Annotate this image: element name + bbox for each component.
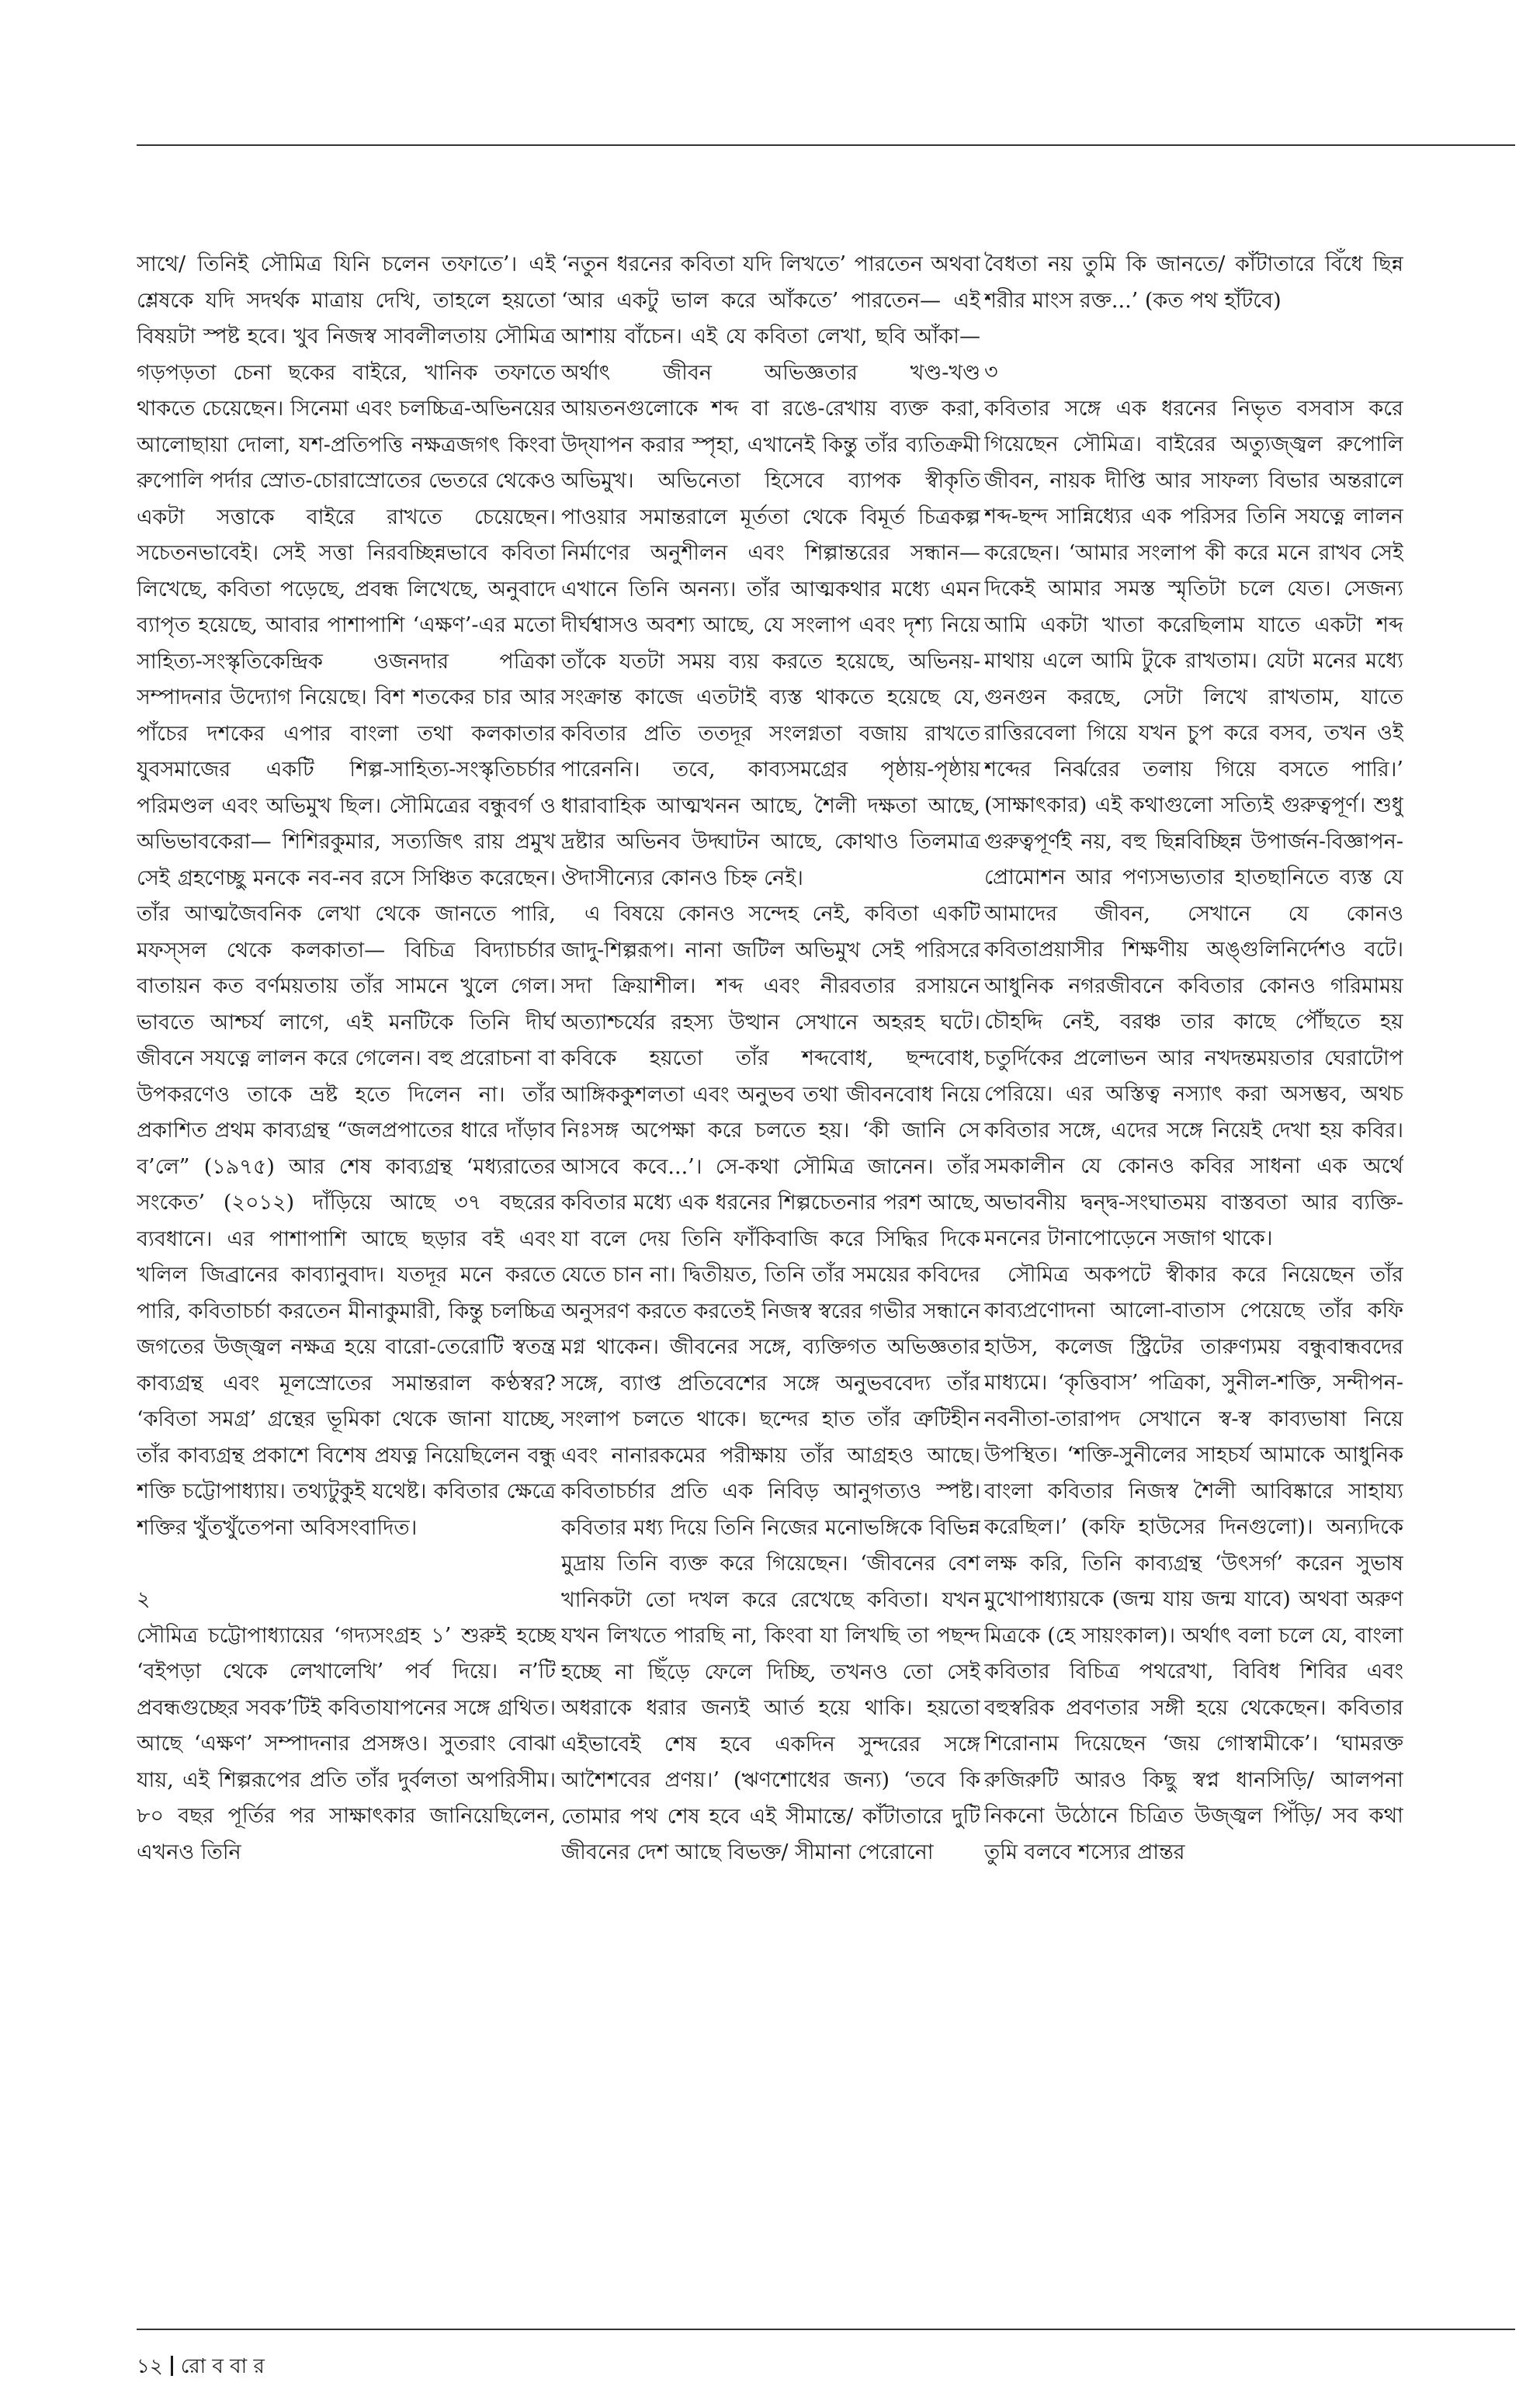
text-column-2	[561, 247, 980, 2265]
paragraph: বৈধতা নয় তুমি কি জানতে/ কাঁটাতারে বিঁধে ছিন্ন শরীর মাংস রক্ত...’ (কত পথ হাঁটবে)	[984, 252, 1403, 313]
footer-divider	[171, 2356, 173, 2376]
top-rule	[137, 144, 1515, 146]
paragraph: ‘নতুন ধরনের কবিতা যদি লিখতে’ পারতেন অথবা ‘আর একটু ভাল করে আঁকতে’ পারতেন— এই আশায় বাঁচেন। এই যে কবিতা লেখা, ছবি আঁকা— অর্থাৎ জীবন অভিজ্ঞতার খণ্ড-খণ্ড আয়তনগুলোকে শব্দ বা রঙে-রেখায় ব্যক্ত করা, উদ্‌যাপন করার স্পৃহা, এখানেই কিন্তু তাঁর ব্যতিক্রমী অভিমুখ। অভিনেতা হিসেবে ব্যাপক স্বীকৃতি পাওয়ার সমান্তরালে মূর্ততা থেকে বিমূর্ত চিত্রকল্প নির্মাণের অনুশীলন এবং শিল্পান্তরের সন্ধান— এখানে তিনি অনন্য। তাঁর আত্মকথার মধ্যে এমন দীর্ঘশ্বাসও অবশ্য আছে, যে সংলাপ এবং দৃশ্য নিয়ে তাঁকে যতটা সময় ব্যয় করতে হয়েছে, অভিনয়-সংক্রান্ত কাজে এতটাই ব্যস্ত থাকতে হয়েছে যে, কবিতার প্রতি ততদূর সংলগ্নতা বজায় রাখতে পারেননি। তবে, কাব্যসমগ্রের পৃষ্ঠায়-পৃষ্ঠায় ধারাবাহিক আত্মখনন আছে, শৈলী দক্ষতা আছে, দ্রষ্টার অভিনব উদ্ঘাটন আছে, কোথাও তিলমাত্র ঔদাসীন্যের কোনও চিহ্ন নেই।	[561, 252, 980, 890]
paragraph: সৌমিত্র অকপটে স্বীকার করে নিয়েছেন তাঁর কাব্যপ্রণোদনা আলো-বাতাস পেয়েছে তাঁর কফি হাউস, কলেজ স্ট্রিটের তারুণ্যময় বন্ধুবান্ধবদের মাধ্যমে। ‘কৃত্তিবাস’ পত্রিকা, সুনীল-শক্তি, সন্দীপন-নবনীতা-তারাপদ সেখানে স্ব-স্ব কাব্যভাষা নিয়ে উপস্থিত। ‘শক্তি-সুনীলের সাহচর্য আমাকে আধুনিক বাংলা কবিতার নিজস্ব শৈলী আবিষ্কারে সাহায্য করেছিল।’ (কফি হাউসের দিনগুলো)। অন্যদিকে লক্ষ করি, তিনি কাব্যগ্রন্থ ‘উৎসর্গ’ করেন সুভাষ মুখোপাধ্যায়কে (জন্ম যায় জন্ম যাবে) অথবা অরুণ মিত্রকে (হে সায়ংকাল)। অর্থাৎ বলা চলে যে, বাংলা কবিতার বিচিত্র পথরেখা, বিবিধ শিবির এবং বহুস্বরিক প্রবণতার সঙ্গী হয়ে থেকেছেন। কবিতার শিরোনাম দিয়েছেন ‘জয় গোস্বামীকে’। ‘ঘামরক্ত রুজিরুটি আরও কিছু স্বপ্ন ধানসিড়ি/ আলপনা নিকনো উঠোনে চিত্রিত উজ্জ্বল পিঁড়ি/ সব কথা তুমি বলবে শস্যের প্রান্তর	[984, 1262, 1403, 1864]
section-number: ৩	[984, 360, 998, 384]
paragraph: কবিতার সঙ্গে এক ধরনের নিভৃত বসবাস করে গিয়েছেন সৌমিত্র। বাইরের অত্যুজ্জ্বল রুপোলি জীবন, নায়ক দীপ্তি আর সাফল্য বিভার অন্তরালে শব্দ-ছন্দ সান্নিধ্যের এক পরিসর তিনি সযত্নে লালন করেছেন। ‘আমার সংলাপ কী করে মনে রাখব সেই দিকেই আমার সমস্ত স্মৃতিটা চলে যেত। সেজন্য আমি একটা খাতা করেছিলাম যাতে একটা শব্দ মাথায় এলে আমি টুকে রাখতাম। যেটা মনের মধ্যে গুনগুন করছে, সেটা লিখে রাখতাম, যাতে রাত্তিরবেলা গিয়ে যখন চুপ করে বসব, তখন ওই শব্দের নির্ঝরের তলায় গিয়ে বসতে পারি।’ (সাক্ষাৎকার) এই কথাগুলো সত্যিই গুরুত্বপূর্ণ। শুধু গুরুত্বপূর্ণই নয়, বহু ছিন্নবিচ্ছিন্ন উপার্জন-বিজ্ঞাপন-প্রোমোশন আর পণ্যসভ্যতার হাতছানিতে ব্যস্ত যে আমাদের জীবন, সেখানে যে কোনও কবিতাপ্রয়াসীর শিক্ষণীয় অঙ্গুলিনির্দেশও বটে। আধুনিক নগরজীবনে কবিতার কোনও গরিমাময় চৌহদ্দি নেই, বরঞ্চ তার কাছে পৌঁছতে হয় চতুর্দিকের প্রলোভন আর নখদন্তময়তার ঘেরাটোপ পেরিয়ে। এর অস্তিত্ব নস্যাৎ করা অসম্ভব, অথচ কবিতার সঙ্গে, এদের সঙ্গে নিয়েই দেখা হয় কবির। সমকালীন যে কোনও কবির সাধনা এক অর্থে অভাবনীয় দ্বন্দ্ব-সংঘাতময় বাস্তবতা আর ব্যক্তি-মননের টানাপোড়েনে সজাগ থাকে।	[984, 396, 1403, 1250]
paragraph: সৌমিত্র চট্টোপাধ্যায়ের ‘গদ্যসংগ্রহ ১’ শুরুই হচ্ছে ‘বইপড়া থেকে লেখালেখি’ পর্ব দিয়ে। ন’টি প্রবন্ধগুচ্ছের সবক’টিই কবিতাযাপনের সঙ্গে গ্রথিত। আছে ‘এক্ষণ’ সম্পাদনার প্রসঙ্গও। সুতরাং বোঝা যায়, এই শিল্পরূপের প্রতি তাঁর দুর্বলতা অপরিসীম। ৮০ বছর পূর্তির পর সাক্ষাৎকার জানিয়েছিলেন, এখনও তিনি	[137, 1623, 556, 1864]
section-number: ২	[137, 1587, 151, 1611]
page-number: ১২	[137, 2355, 163, 2378]
text-column-1	[137, 247, 556, 2265]
text-column-3	[984, 247, 1403, 2265]
magazine-name: রো ব বা র	[180, 2355, 265, 2378]
bottom-rule	[137, 2329, 1515, 2330]
paragraph: সাথে/ তিনিই সৌমিত্র যিনি চলেন তফাতে’। এই শ্লেষকে যদি সদর্থক মাত্রায় দেখি, তাহলে হয়তো বিষয়টা স্পষ্ট হবে। খুব নিজস্ব সাবলীলতায় সৌমিত্র গড়পড়তা চেনা ছকের বাইরে, খানিক তফাতে থাকতে চেয়েছেন। সিনেমা এবং চলচ্চিত্র-অভিনয়ের আলোছায়া দোলা, যশ-প্রতিপত্তি নক্ষত্রজগৎ কিংবা রুপোলি পর্দার স্রোত-চোরাস্রোতের ভেতরে থেকেও একটা সত্তাকে বাইরে রাখতে চেয়েছেন। সচেতনভাবেই। সেই সত্তা নিরবচ্ছিন্নভাবে কবিতা লিখেছে, কবিতা পড়েছে, প্রবন্ধ লিখেছে, অনুবাদে ব্যাপৃত হয়েছে, আবার পাশাপাশি ‘এক্ষণ’-এর মতো সাহিত্য-সংস্কৃতিকেন্দ্রিক ওজনদার পত্রিকা সম্পাদনার উদ্যোগ নিয়েছে। বিশ শতকের চার আর পাঁচের দশকের এপার বাংলা তথা কলকাতার যুবসমাজের একটি শিল্প-সাহিত্য-সংস্কৃতিচর্চার পরিমণ্ডল এবং অভিমুখ ছিল। সৌমিত্রের বন্ধুবর্গ ও অভিভাবকেরা— শিশিরকুমার, সত্যজিৎ রায় প্রমুখ সেই গ্রহণেচ্ছু মনকে নব-নব রসে সিঞ্চিত করেছেন। তাঁর আত্মজৈবনিক লেখা থেকে জানতে পারি, মফস্সল থেকে কলকাতা— বিচিত্র বিদ্যাচর্চার বাতায়ন কত বর্ণময়তায় তাঁর সামনে খুলে গেল। ভাবতে আশ্চর্য লাগে, এই মনটিকে তিনি দীর্ঘ জীবনে সযত্নে লালন করে গেলেন। বহু প্ররোচনা বা উপকরণেও তাকে ভ্রষ্ট হতে দিলেন না। তাঁর প্রকাশিত প্রথম কাব্যগ্রন্থ “জলপ্রপাতের ধারে দাঁড়াব ব’লে” (১৯৭৫) আর শেষ কাব্যগ্রন্থ ‘মধ্যরাতের সংকেত’ (২০১২) দাঁড়িয়ে আছে ৩৭ বছরের ব্যবধানে। এর পাশাপাশি আছে ছড়ার বই এবং খলিল জিব্রানের কাব্যানুবাদ। যতদূর মনে করতে পারি, কবিতাচর্চা করতেন মীনাকুমারী, কিন্তু চলচ্চিত্র জগতের উজ্জ্বল নক্ষত্র হয়ে বারো-তেরোটি স্বতন্ত্র কাব্যগ্রন্থ এবং মূলস্রোতের সমান্তরাল কণ্ঠস্বর? ‘কবিতা সমগ্র’ গ্রন্থের ভূমিকা থেকে জানা যাচ্ছে, তাঁর কাব্যগ্রন্থ প্রকাশে বিশেষ প্রযত্ন নিয়েছিলেন বন্ধু শক্তি চট্টোপাধ্যায়। তথ্যটুকুই যথেষ্ট। কবিতার ক্ষেত্রে শক্তির খুঁতখুঁতেপনা অবিসংবাদিত।	[137, 252, 556, 1540]
paragraph: এ বিষয়ে কোনও সন্দেহ নেই, কবিতা একটি জাদু-শিল্পরূপ। নানা জটিল অভিমুখ সেই পরিসরে সদা ক্রিয়াশীল। শব্দ এবং নীরবতার রসায়নে অত্যাশ্চর্যের রহস্য উত্থান সেখানে অহরহ ঘটে। কবিকে হয়তো তাঁর শব্দবোধ, ছন্দবোধ, আঙ্গিককুশলতা এবং অনুভব তথা জীবনবোধ নিয়ে নিঃসঙ্গ অপেক্ষা করে চলতে হয়। ‘কী জানি সে আসবে কবে...’। সে-কথা সৌমিত্র জানেন। তাঁর কবিতার মধ্যে এক ধরনের শিল্পচেতনার পরশ আছে, যা বলে দেয় তিনি ফাঁকিবাজি করে সিদ্ধির দিকে যেতে চান না। দ্বিতীয়ত, তিনি তাঁর সময়ের কবিদের অনুসরণ করতে করতেই নিজস্ব স্বরের গভীর সন্ধানে মগ্ন থাকেন। জীবনের সঙ্গে, ব্যক্তিগত অভিজ্ঞতার সঙ্গে, ব্যাপ্ত প্রতিবেশের সঙ্গে অনুভববেদ্য তাঁর সংলাপ চলতে থাকে। ছন্দের হাত তাঁর ত্রুটিহীন এবং নানারকমের পরীক্ষায় তাঁর আগ্রহও আছে। কবিতাচর্চার প্রতি এক নিবিড় আনুগত্যও স্পষ্ট। কবিতার মধ্য দিয়ে তিনি নিজের মনোভঙ্গিকে বিভিন্ন মুদ্রায় তিনি ব্যক্ত করে গিয়েছেন। ‘জীবনের বেশ খানিকটা তো দখল করে রেখেছে কবিতা। যখন যখন লিখতে পারছি না, কিংবা যা লিখছি তা পছন্দ হচ্ছে না ছিঁড়ে ফেলে দিচ্ছি, তখনও তো সেই অধরাকে ধরার জন্যই আর্ত হয়ে থাকি। হয়তো এইভাবেই শেষ হবে একদিন সুন্দরের সঙ্গে আশৈশবের প্রণয়।’ (ঋণশোধের জন্য) ‘তবে কি তোমার পথ শেষ হবে এই সীমান্তে/ কাঁটাতারে দুটি জীবনের দেশ আছে বিভক্ত/ সীমানা পেরোনো	[561, 902, 980, 1864]
page-footer	[137, 2350, 265, 2384]
